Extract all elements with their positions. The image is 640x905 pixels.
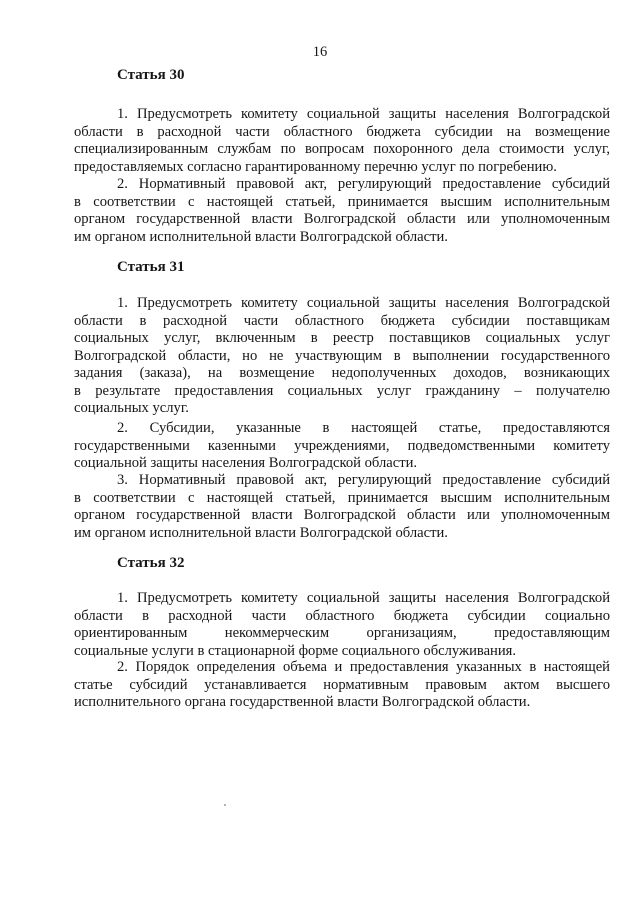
- text-line: специализированным службам по вопросам похоронного дела стоимости услуг,: [74, 141, 610, 157]
- article-31-paragraph-3: [74, 472, 610, 542]
- article-30-heading: Статья 30: [117, 67, 185, 83]
- text-line: в соответствии с настоящей статьей, принимается высшим исполнительным: [74, 193, 610, 210]
- article-32-paragraph-1: [74, 590, 610, 660]
- text-line: социальной защиты населения Волгоградской области.: [74, 455, 418, 471]
- text-line: исполнительного органа государственной власти Волгоградской области.: [74, 694, 531, 710]
- text-line: им органом исполнительной власти Волгоградской области.: [74, 524, 448, 541]
- article-31-heading: Статья 31: [117, 259, 185, 275]
- text-line: в соответствии с настоящей статьей, принимается высшим исполнительным: [74, 489, 610, 506]
- text-line: органом государственной власти Волгоградской области или уполномоченным: [74, 211, 610, 227]
- text-line: области в расходной части областного бюджета субсидии на возмещение: [74, 123, 610, 140]
- text-line: социальных услуг, включенным в реестр поставщиков социальных услуг: [74, 330, 610, 346]
- article-30-paragraph-2: [74, 176, 610, 246]
- text-line: 2. Субсидии, указанные в настоящей статье, предоставляются: [117, 420, 610, 436]
- text-line: органом государственной власти Волгоградской области или уполномоченным: [74, 507, 610, 523]
- text-line: 2. Нормативный правовой акт, регулирующий предоставление субсидий: [117, 176, 610, 192]
- text-line: 1. Предусмотреть комитету социальной защиты населения Волгоградской: [117, 590, 610, 606]
- text-line: 2. Порядок определения объема и предоставления указанных в настоящей: [117, 659, 610, 675]
- article-31-paragraph-1: [74, 295, 610, 418]
- scan-speck: [224, 804, 226, 806]
- text-line: статье субсидий устанавливается нормативным правовым актом высшего: [74, 676, 610, 693]
- text-line: ориентированным некоммерческим организациям, предоставляющим: [74, 625, 610, 641]
- text-line: государственными казенными учреждениями, подведомственными комитету: [74, 437, 610, 454]
- text-line: предоставляемых согласно гарантированному перечню услуг по погребению.: [74, 158, 557, 175]
- text-line: 3. Нормативный правовой акт, регулирующий предоставление субсидий: [117, 472, 610, 488]
- text-line: социальных услуг.: [74, 400, 189, 416]
- text-line: 1. Предусмотреть комитету социальной защиты населения Волгоградской: [117, 295, 610, 311]
- article-30-paragraph-1: [74, 106, 610, 176]
- page-number: 16: [312, 44, 328, 60]
- text-line: Волгоградской области, но не участвующим в выполнении государственного: [74, 347, 610, 364]
- article-32-paragraph-2: [74, 659, 610, 712]
- text-line: задания (заказа), на возмещение недополученных доходов, возникающих: [74, 365, 610, 381]
- text-line: области в расходной части областного бюджета субсидии социально: [74, 607, 610, 624]
- text-line: 1. Предусмотреть комитету социальной защиты населения Волгоградской: [117, 106, 610, 122]
- text-line: области в расходной части областного бюджета субсидии поставщикам: [74, 312, 610, 329]
- text-line: им органом исполнительной власти Волгоградской области.: [74, 228, 448, 245]
- text-line: в результате предоставления социальных услуг гражданину – получателю: [74, 382, 610, 399]
- article-32-heading: Статья 32: [117, 555, 185, 571]
- article-31-paragraph-2: [74, 420, 610, 473]
- text-line: социальные услуги в стационарной форме социального обслуживания.: [74, 642, 517, 659]
